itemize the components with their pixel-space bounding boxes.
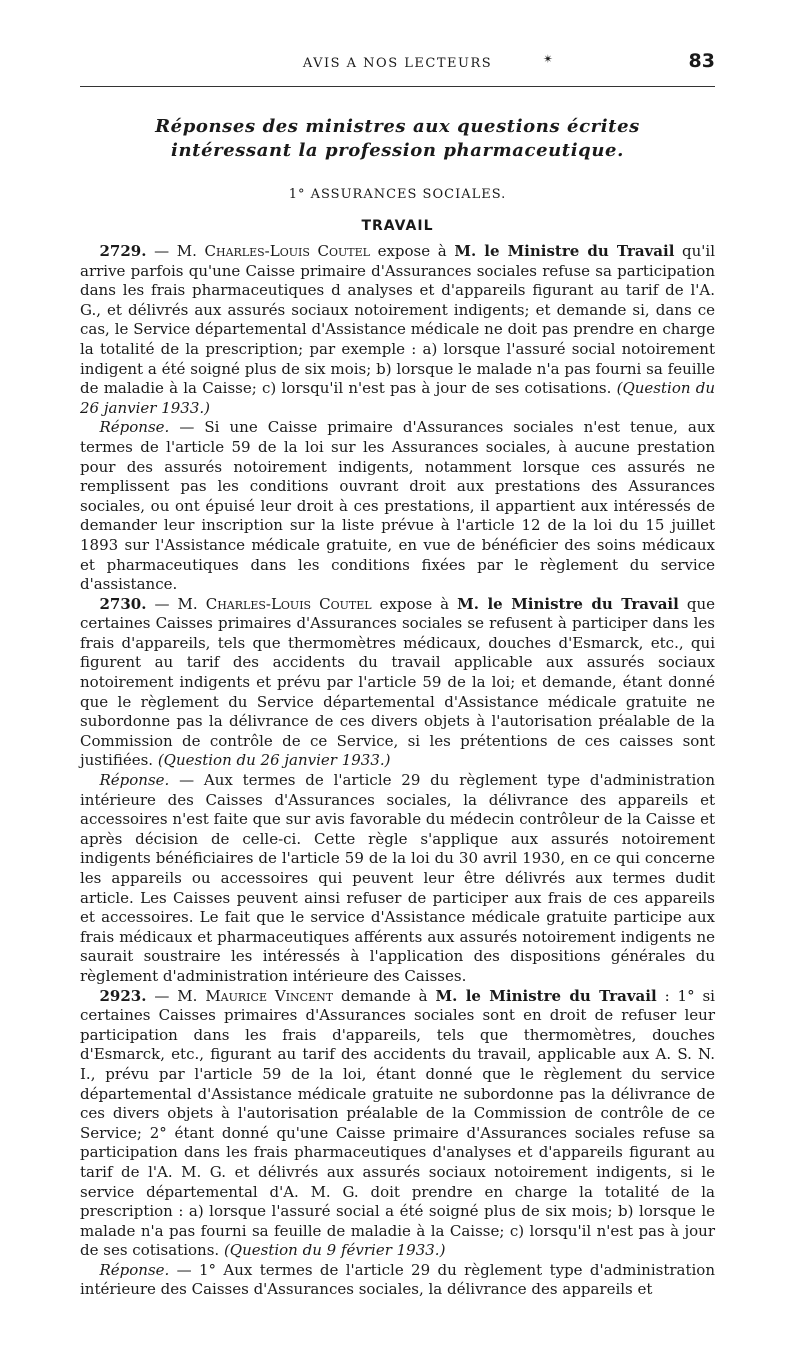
question-2923 <box>80 987 715 1261</box>
question-verb: expose à <box>371 594 458 613</box>
section-heading: 1° ASSURANCES SOCIALES. <box>288 187 507 202</box>
deputy-name: Charles-Louis Coutel <box>204 242 370 260</box>
question-text: : 1° si certaines Caisses primaires d'Assurances sociales sont en droit de refuser leur participation dans les frais d'appareils, tels que thermomètres, douches d'Esmarck, etc., figurant au tarif des accidents du travail, applicable aux A. S. N. I., prévu par l'article 59 de la loi, étant donné que le règlement du service départemental d'Assistance médicale gratuite ne subordonne pas la délivrance de ces divers objets à l'autorisation préalable de la Commission de contrôle de ce Service; 2° étant donné qu'une Caisse primaire d'Assurances sociales refuse sa participation dans les frais pharmaceutiques d'analyses et d'appareils figurant au tarif de l'A. M. G. et délivrés aux assurés sociaux notoirement indigents, si le service départemental d'A. M. G. doit prendre en charge la totalité de la prescription : a) lorsque l'assuré social a été soigné plus de six mois; b) lorsque le malade n'a pas fourni sa feuille de maladie à la Caisse; c) lorsqu'il n'est pas à jour de ses cotisations. <box>80 986 715 1260</box>
deputy-name: Maurice Vincent <box>205 986 334 1005</box>
question-2730 <box>80 595 715 771</box>
answer-2923 <box>80 1261 715 1300</box>
question-2729 <box>80 242 715 418</box>
question-number: 2729. <box>99 242 147 260</box>
addressee: M. le Ministre du Travail <box>457 594 679 613</box>
question-dash: — M. <box>146 986 206 1005</box>
question-dash: — M. <box>146 594 206 613</box>
article-title-line-1: Réponses des ministres aux questions écrites <box>155 116 640 137</box>
article-title-line-2: intéressant la profession pharmaceutique. <box>171 140 624 161</box>
answer-text: — Si une Caisse primaire d'Assurances sociales n'est tenue, aux termes de l'article 59 de la loi sur les Assurances sociales, à aucune prestation pour des assurés notoirement indigents, notamment lorsque ces assurés ne remplissent pas les conditions ouvrant droit aux prestations des Assurances sociales, ou ont épuisé leur droit à ces prestations, il appartient aux intéressés de demander leur inscription sur la liste prévue à l'article 12 de la loi du 15 juillet 1893 sur l'Assistance médicale gratuite, en vue de bénéficier des soins médicaux et pharmaceutiques dans les conditions fixées par le règlement du service d'assistance. <box>80 418 715 594</box>
answer-2729 <box>80 418 715 594</box>
answer-text: — Aux termes de l'article 29 du règlement type d'administration intérieure des Caisses d'Assurances sociales, la délivrance des appareils et accessoires n'est faite que sur avis favorable du médecin contrôleur de la Caisse et après décision de celle-ci. Cette règle s'applique aux assurés notoirement indigents bénéficiaires de l'article 59 de la loi du 30 avril 1930, en ce qui concerne les appareils ou accessoires qui peuvent leur être délivrés aux termes dudit article. Les Caisses peuvent ainsi refuser de participer aux frais de ces appareils et accessoires. Le fait que le service d'Assistance médicale gratuite participe aux frais médicaux et pharmaceutiques afférents aux assurés notoirement indigents ne saurait soustraire les intéressés à l'application des dispositions générales du règlement d'administration intérieure des Caisses. <box>80 771 715 985</box>
question-dash: — M. <box>146 242 205 260</box>
question-text: que certaines Caisses primaires d'Assurances sociales se refusent à participer dans les frais d'appareils, tels que thermomètres médicaux, douches d'Esmarck, etc., qui figurent au tarif des accidents du travail applicable aux assurés sociaux notoirement indigents et prévu par l'article 59 de la loi; et demande, étant donné que le règlement du Service départemental d'Assistance médicale gratuite ne subordonne pas la délivrance de ces divers objets à l'autorisation préalable de la Commission de contrôle de ce Service, si les prétentions de ces caisses sont justifiées. <box>80 594 716 770</box>
answer-text: — 1° Aux termes de l'article 29 du règlement type d'administration intérieure des Caisses d'Assurances sociales, la délivrance des appareils et <box>80 1260 715 1299</box>
question-date: (Question du 9 février 1933.) <box>223 1241 446 1260</box>
running-title: AVIS A NOS LECTEURS <box>302 56 493 71</box>
question-number: 2730. <box>99 594 147 613</box>
question-number: 2923. <box>99 986 147 1005</box>
question-date: (Question du 26 janvier 1933.) <box>157 751 391 770</box>
addressee: M. le Ministre du Travail <box>454 242 675 260</box>
answer-2730 <box>80 771 715 987</box>
page-number: 83 <box>688 50 715 72</box>
question-date: (Question du 26 janvier 1933.) <box>80 379 715 417</box>
question-verb: demande à <box>333 986 436 1005</box>
question-verb: expose à <box>369 242 455 260</box>
addressee: M. le Ministre du Travail <box>435 986 657 1005</box>
answer-label: Réponse. <box>99 418 170 437</box>
answer-label: Réponse. <box>99 771 170 790</box>
deputy-name: Charles-Louis Coutel <box>205 594 372 613</box>
ministry-heading: TRAVAIL <box>361 218 434 234</box>
running-head <box>80 50 715 80</box>
printer-mark-icon: ✴ <box>543 52 554 66</box>
answer-label: Réponse. <box>99 1260 170 1279</box>
header-rule <box>80 86 715 87</box>
article-title <box>80 115 715 163</box>
page <box>80 50 715 1300</box>
question-text: qu'il arrive parfois qu'une Caisse primaire d'Assurances sociales refuse sa participation dans les frais pharmaceutiques d analyses et d'appareils figurant au tarif de l'A. G., et délivrés aux assurés sociaux notoirement indigents; et demande si, dans ce cas, le Service départemental d'Assistance médicale ne doit pas prendre en charge la totalité de la prescription; par exemple : a) lorsque l'assuré social notoirement indigent a été soigné plus de six mois; b) lorsque le malade n'a pas fourni sa feuille de maladie à la Caisse; c) lorsqu'il n'est pas à jour de ses cotisations. <box>80 242 716 398</box>
